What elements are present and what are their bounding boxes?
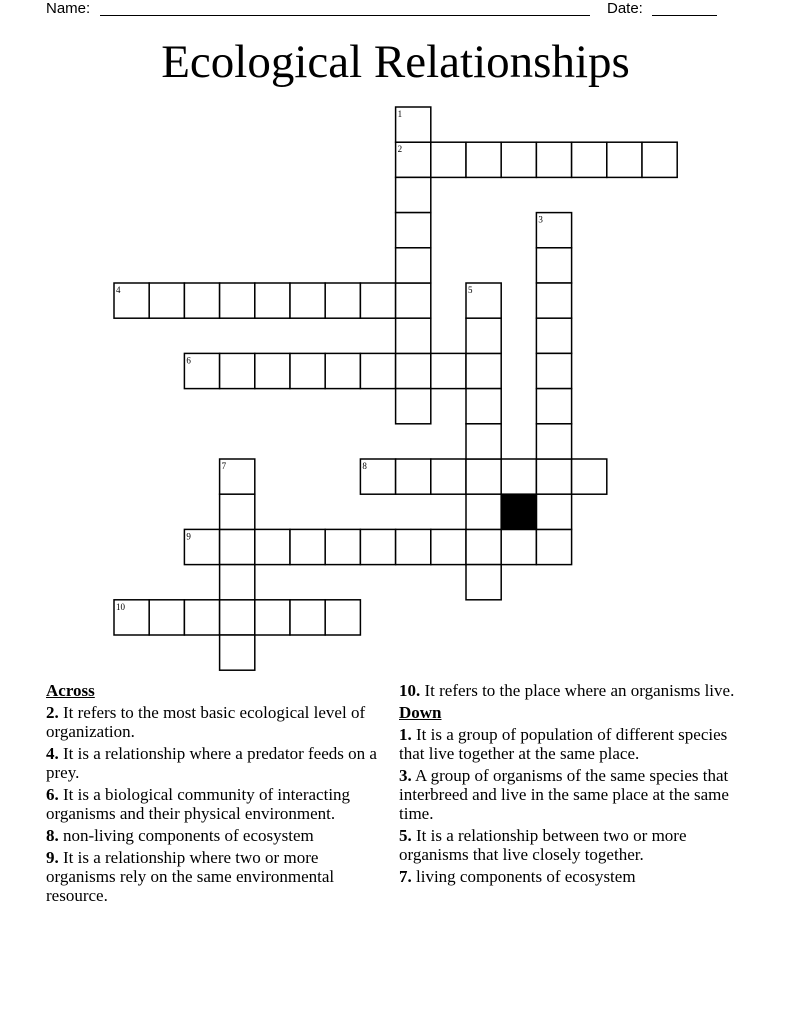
grid-cell[interactable] <box>325 353 360 388</box>
grid-cell[interactable] <box>325 600 360 635</box>
clue-number-6: 6 <box>186 355 191 366</box>
grid-cell[interactable] <box>396 353 431 388</box>
grid-cell[interactable] <box>466 565 501 600</box>
clues-column-left <box>46 681 391 908</box>
clue-number-4: 4 <box>116 285 121 295</box>
clue-across-6: 6. It is a biological community of interacting organisms and their physical environment. <box>46 785 351 823</box>
clue-across-4: 4. It is a relationship where a predator feeds on a prey. <box>46 744 377 782</box>
across-heading: Across <box>46 681 95 700</box>
grid-cell[interactable] <box>431 353 466 388</box>
grid-cell[interactable] <box>220 635 255 670</box>
grid-cell[interactable] <box>360 529 395 564</box>
grid-cell[interactable] <box>360 353 395 388</box>
clue-across-8: 8. non-living components of ecosystem <box>46 826 314 845</box>
clue-across-10: 10. It refers to the place where an organisms live. <box>399 681 735 700</box>
grid-cell[interactable] <box>396 318 431 353</box>
grid-cell[interactable] <box>290 529 325 564</box>
grid-cell[interactable] <box>360 283 395 318</box>
grid-cell[interactable] <box>431 142 466 177</box>
grid-cell[interactable] <box>220 565 255 600</box>
grid-cell[interactable] <box>536 424 571 459</box>
grid-cell[interactable] <box>607 142 642 177</box>
grid-cell[interactable] <box>466 459 501 494</box>
grid-cell[interactable] <box>396 529 431 564</box>
clue-across-9: 9. It is a relationship where two or more organisms rely on the same environmental resource. <box>46 848 335 905</box>
grid-cell[interactable] <box>220 283 255 318</box>
grid-cell[interactable] <box>466 353 501 388</box>
clue-number-3: 3 <box>538 214 543 225</box>
grid-cell[interactable] <box>396 248 431 283</box>
grid-cell[interactable] <box>290 600 325 635</box>
grid-cell[interactable] <box>396 459 431 494</box>
clue-number-8: 8 <box>362 461 367 471</box>
grid-cell[interactable] <box>396 389 431 424</box>
grid-cell[interactable] <box>220 529 255 564</box>
grid-cell[interactable] <box>220 494 255 529</box>
grid-cell[interactable] <box>220 353 255 388</box>
grid-cell[interactable] <box>501 529 536 564</box>
grid-cell[interactable] <box>149 600 184 635</box>
grid-cell[interactable] <box>642 142 677 177</box>
grid-cell[interactable] <box>466 389 501 424</box>
grid-cell[interactable] <box>536 248 571 283</box>
grid-cell[interactable] <box>184 600 219 635</box>
grid-cell[interactable] <box>431 459 466 494</box>
grid-cell[interactable] <box>572 142 607 177</box>
clue-down-3: 3. A group of organisms of the same species that interbreed and live in the same place at the same time. <box>399 766 729 823</box>
grid-cell[interactable] <box>431 529 466 564</box>
grid-cell[interactable] <box>536 389 571 424</box>
grid-cell[interactable] <box>255 353 290 388</box>
grid-cell[interactable] <box>220 600 255 635</box>
grid-cell[interactable] <box>536 142 571 177</box>
clue-across-2: 2. It refers to the most basic ecological level of organization. <box>46 703 366 741</box>
grid-cell[interactable] <box>466 494 501 529</box>
grid-cell[interactable] <box>255 283 290 318</box>
clue-number-10: 10 <box>116 601 125 612</box>
grid-cell[interactable] <box>325 283 360 318</box>
grid-cell[interactable] <box>325 529 360 564</box>
grid-cell[interactable] <box>536 283 571 318</box>
clue-down-5: 5. It is a relationship between two or more organisms that live closely together. <box>399 826 687 864</box>
grid-cell[interactable] <box>396 283 431 318</box>
grid-cell[interactable] <box>466 318 501 353</box>
clue-number-7: 7 <box>221 461 227 471</box>
grid-cell[interactable] <box>290 353 325 388</box>
down-heading: Down <box>399 703 442 722</box>
page-title: Ecological Relationships <box>161 36 630 88</box>
grid-cell[interactable] <box>536 318 571 353</box>
grid-cell[interactable] <box>501 459 536 494</box>
grid-cell[interactable] <box>396 177 431 212</box>
grid-cell[interactable] <box>290 283 325 318</box>
black-square <box>501 494 536 529</box>
grid-cell[interactable] <box>184 283 219 318</box>
clues-column-right <box>399 681 749 889</box>
name-label: Name: <box>46 0 91 17</box>
grid-cell[interactable] <box>501 142 536 177</box>
grid-cell[interactable] <box>466 142 501 177</box>
date-label: Date: <box>607 0 643 17</box>
grid-cell[interactable] <box>536 494 571 529</box>
grid-cell[interactable] <box>536 459 571 494</box>
grid-cell[interactable] <box>255 529 290 564</box>
grid-cell[interactable] <box>149 283 184 318</box>
clue-number-5: 5 <box>468 285 473 295</box>
grid-cell[interactable] <box>396 213 431 248</box>
clue-number-9: 9 <box>186 531 191 542</box>
grid-cell[interactable] <box>572 459 607 494</box>
clue-down-7: 7. living components of ecosystem <box>399 867 636 886</box>
grid-cell[interactable] <box>255 600 290 635</box>
clue-number-2: 2 <box>397 144 403 155</box>
clue-down-1: 1. It is a group of population of different species that live together at the same place. <box>399 725 728 763</box>
grid-cell[interactable] <box>536 529 571 564</box>
clue-number-1: 1 <box>397 109 403 119</box>
grid-cell[interactable] <box>466 529 501 564</box>
grid-cell[interactable] <box>536 353 571 388</box>
grid-cell[interactable] <box>466 424 501 459</box>
